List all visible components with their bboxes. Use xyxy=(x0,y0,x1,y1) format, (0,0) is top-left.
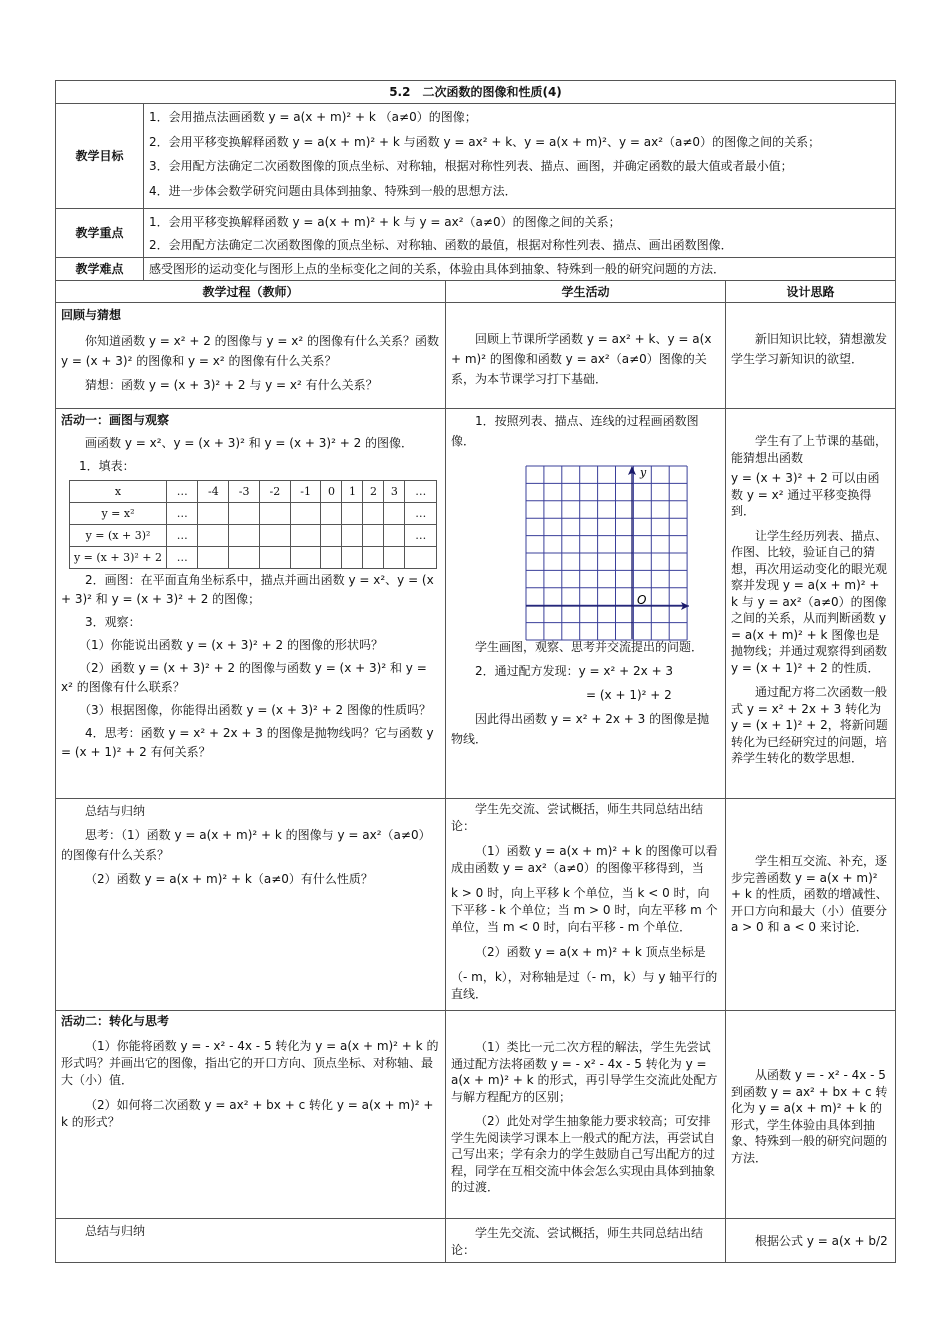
blank-cell[interactable] xyxy=(321,547,342,569)
blank-cell[interactable] xyxy=(290,503,321,525)
goal-item: 3．会用配方法确定二次函数图像的顶点坐标、对称轴，根据对称性列表、描点、画图，并确定函数的最大值或者最小值； xyxy=(149,159,793,173)
goals-list xyxy=(143,103,896,209)
blank-cell[interactable] xyxy=(321,525,342,547)
blank-cell[interactable] xyxy=(229,525,260,547)
review-student xyxy=(445,302,726,409)
goal-item: 4．进一步体会数学研究问题由具体到抽象、特殊到一般的思想方法． xyxy=(149,183,517,198)
key-point-item: 2．会用配方法确定二次函数图像的顶点坐标、对称轴、函数的最值，根据对称性列表、描点、画出函数图像． xyxy=(149,238,733,252)
paragraph: 4．思考：函数 y = x² + 2x + 3 的图像是抛物线吗？它与函数 y = (x + 1)² + 2 有何关系？ xyxy=(61,726,434,759)
summary1-teacher xyxy=(55,798,446,1011)
paragraph: （2）此处对学生抽象能力要求较高；可安排学生先阅读学习课本上一般式的配方法，再尝试自己写出来；学有余力的学生鼓励自己写出配方的过程，同学在互相交流中体会怎么实现由具体到抽象的过渡． xyxy=(451,1114,716,1194)
table-cell: … xyxy=(167,525,198,547)
activity2-heading: 活动二：转化与思考 xyxy=(61,1014,170,1028)
blank-cell[interactable] xyxy=(384,525,405,547)
blank-cell[interactable] xyxy=(342,547,363,569)
blank-cell[interactable] xyxy=(290,547,321,569)
paragraph: 1．填表： xyxy=(79,459,135,473)
fill-in-table xyxy=(69,480,437,569)
header-teacher: 教学过程（教师） xyxy=(55,280,446,303)
paragraph: 3．观察： xyxy=(85,615,141,629)
paragraph: （1）函数 y = a(x + m)² + k 的图像可以看成由函数 y = ax²（a≠0）的图像平移得到，当 xyxy=(451,844,718,875)
blank-cell[interactable] xyxy=(290,525,321,547)
paragraph: （2）函数 y = (x + 3)² + 2 的图像与函数 y = (x + 3)² 和 y = x² 的图像有什么联系？ xyxy=(61,661,427,694)
paragraph: 通过配方将二次函数一般式 y = x² + 2x + 3 转化为 y = (x + 1)² + 2，将新问题转化为已经研究过的问题，培养学生转化的数学思想． xyxy=(731,685,888,765)
blank-cell[interactable] xyxy=(363,525,384,547)
row-label: y = (x + 3)² xyxy=(70,525,167,547)
blank-cell[interactable] xyxy=(342,503,363,525)
summary1-design xyxy=(725,798,896,1011)
paragraph: 学生先交流、尝试概括，师生共同总结出结论： xyxy=(451,802,704,833)
paragraph: （1）类比一元二次方程的解法，学生先尝试通过配方法将函数 y = - x² - 4x - 5 转化为 y = a(x + m)² + k 的形式，再引导学生交流此处配方与解方程配方的区别； xyxy=(451,1040,718,1104)
paragraph: 学生画图，观察、思考并交流提出的问题． xyxy=(475,640,704,654)
paragraph: k > 0 时，向上平移 k 个单位，当 k < 0 时，向下平移 - k 个单位；当 m > 0 时，向左平移 m 个单位，当 m < 0 时，向右平移 - m 个单位． xyxy=(451,886,718,934)
paragraph: 思考：（1）函数 y = a(x + m)² + k 的图像与 y = ax²（a≠0）的图像有什么关系？ xyxy=(61,828,431,862)
paragraph: 新旧知识比较，猜想激发学生学习新知识的欲望． xyxy=(731,332,888,366)
paragraph: 回顾上节课所学函数 y = ax² + k、y = a(x + m)² 的图像和函数 y = ax²（a≠0）图像的关系，为本节课学习打下基础． xyxy=(451,332,712,386)
table-header-cell: 1 xyxy=(342,481,363,503)
paragraph: （2）函数 y = a(x + m)² + k 顶点坐标是 xyxy=(475,945,706,959)
paragraph: 学生有了上节课的基础，能猜想出函数 xyxy=(731,434,888,465)
difficulty-text: 感受图形的运动变化与图形上点的坐标变化之间的关系，体验由具体到抽象、特殊到一般的研究问题的方法． xyxy=(143,257,896,281)
table-header-cell: … xyxy=(167,481,198,503)
paragraph: 学生先交流、尝试概括，师生共同总结出结论： xyxy=(451,1226,704,1257)
table-cell: … xyxy=(405,503,437,525)
blank-cell[interactable] xyxy=(229,503,260,525)
paragraph: = (x + 1)² + 2 xyxy=(586,688,672,702)
blank-cell[interactable] xyxy=(342,525,363,547)
blank-cell[interactable] xyxy=(321,503,342,525)
activity2-design xyxy=(725,1010,896,1219)
paragraph: 根据公式 y = a(x + b/2 xyxy=(755,1234,888,1248)
paragraph: 1．按照列表、描点、连线的过程画函数图像． xyxy=(451,414,699,448)
goal-item: 2．会用平移变换解释函数 y = a(x + m)² + k 与函数 y = ax² + k、y = a(x + m)²、y = ax²（a≠0）的图像之间的关系； xyxy=(149,134,821,149)
table-row xyxy=(70,503,437,525)
table-header-cell: … xyxy=(405,481,437,503)
table-header-cell: x xyxy=(70,481,167,503)
table-cell xyxy=(405,547,437,569)
table-header-cell: -2 xyxy=(259,481,290,503)
paragraph: 猜想：函数 y = (x + 3)² + 2 与 y = x² 有什么关系？ xyxy=(85,378,378,392)
activity1-design xyxy=(725,408,896,799)
goals-label: 教学目标 xyxy=(55,103,144,209)
paragraph: 因此得出函数 y = x² + 2x + 3 的图像是抛物线． xyxy=(451,712,710,746)
origin-label: O xyxy=(637,593,647,607)
lesson-title: 5.2 二次函数的图像和性质(4) xyxy=(55,80,896,104)
summary1-student xyxy=(445,798,726,1011)
key-point-item: 1．会用平移变换解释函数 y = a(x + m)² + k 与 y = ax²（a≠0）的图像之间的关系； xyxy=(149,215,621,229)
paragraph: （2）函数 y = a(x + m)² + k（a≠0）有什么性质？ xyxy=(85,872,373,886)
coordinate-grid xyxy=(524,464,692,642)
activity2-student xyxy=(445,1010,726,1219)
table-header-cell: 3 xyxy=(384,481,405,503)
paragraph: 2．通过配方发现：y = x² + 2x + 3 xyxy=(475,664,674,678)
difficulty-label: 教学难点 xyxy=(55,257,144,281)
paragraph: 从函数 y = - x² - 4x - 5 到函数 y = ax² + bx + c 转化为 y = a(x + m)² + k 的形式，学生体验由具体到抽象、特殊到一般的研究问题的方法． xyxy=(731,1068,888,1165)
paragraph: （2）如何将二次函数 y = ax² + bx + c 转化 y = a(x + m)² + k 的形式？ xyxy=(61,1098,434,1129)
summary-heading: 总结与归纳 xyxy=(85,1224,146,1238)
table-row xyxy=(70,547,437,569)
y-axis-label: y xyxy=(640,466,647,479)
paragraph: 让学生经历列表、描点、作图、比较，验证自己的猜想，再次用运动变化的眼光观察并发现 y = a(x + m)² + k 与 y = ax²（a≠0）的图像之间的关系，从而判断函数 y = a(x + m)² + k 图像也是抛物线；并通过观察得到函数 y = (x + 1)² + 2 的性质． xyxy=(731,528,888,675)
paragraph: （1）你能说出函数 y = (x + 3)² + 2 的图像的形状吗？ xyxy=(79,638,383,652)
blank-cell[interactable] xyxy=(363,503,384,525)
blank-cell[interactable] xyxy=(198,503,229,525)
review-teacher xyxy=(55,302,446,409)
table-cell: … xyxy=(167,503,198,525)
table-header-cell: -4 xyxy=(198,481,229,503)
table-header-cell: 0 xyxy=(321,481,342,503)
paragraph: （- m，k），对称轴是过（- m，k）与 y 轴平行的直线． xyxy=(451,970,718,1001)
summary2-teacher xyxy=(55,1218,446,1263)
table-cell: … xyxy=(405,525,437,547)
blank-cell[interactable] xyxy=(259,525,290,547)
paragraph: 画函数 y = x²、y = (x + 3)² 和 y = (x + 3)² + 2 的图像． xyxy=(85,436,414,450)
row-label: y = x² xyxy=(70,503,167,525)
activity1-heading: 活动一：画图与观察 xyxy=(61,413,170,427)
paragraph: （3）根据图像，你能得出函数 y = (x + 3)² + 2 图像的性质吗？ xyxy=(79,703,431,717)
table-row xyxy=(70,525,437,547)
activity1-student-bottom xyxy=(451,637,720,753)
blank-cell[interactable] xyxy=(363,547,384,569)
blank-cell[interactable] xyxy=(198,525,229,547)
review-design xyxy=(725,302,896,409)
summary-heading: 总结与归纳 xyxy=(85,804,146,818)
blank-cell[interactable] xyxy=(384,503,405,525)
summary2-design xyxy=(725,1218,896,1263)
blank-cell[interactable] xyxy=(259,547,290,569)
paragraph: 2．画图：在平面直角坐标系中，描点并画出函数 y = x²、y = (x + 3)² 和 y = (x + 3)² + 2 的图像； xyxy=(61,573,434,606)
key-points-list xyxy=(143,208,896,258)
goal-item: 1．会用描点法画函数 y = a(x + m)² + k （a≠0）的图像； xyxy=(149,110,477,124)
blank-cell[interactable] xyxy=(198,547,229,569)
review-heading: 回顾与猜想 xyxy=(61,308,122,322)
blank-cell[interactable] xyxy=(259,503,290,525)
activity1-teacher xyxy=(55,408,446,799)
table-header-cell: -3 xyxy=(229,481,260,503)
row-label: y = (x + 3)² + 2 xyxy=(70,547,167,569)
activity2-teacher xyxy=(55,1010,446,1219)
header-design: 设计思路 xyxy=(725,280,896,303)
paragraph: 你知道函数 y = x² + 2 的图像与 y = x² 的图像有什么关系？函数 y = (x + 3)² 的图像和 y = x² 的图像有什么关系？ xyxy=(61,334,439,368)
table-header-cell: -1 xyxy=(290,481,321,503)
blank-cell[interactable] xyxy=(384,547,405,569)
table-header-cell: 2 xyxy=(363,481,384,503)
activity1-student xyxy=(445,408,726,799)
table-cell: … xyxy=(167,547,198,569)
paragraph: y = (x + 3)² + 2 可以由函数 y = x² 通过平移变换得到． xyxy=(731,471,880,518)
summary2-student xyxy=(445,1218,726,1263)
paragraph: （1）你能将函数 y = - x² - 4x - 5 转化为 y = a(x + m)² + k 的形式吗？并画出它的图像，指出它的开口方向、顶点坐标、对称轴、最大（小）值． xyxy=(61,1039,439,1087)
paragraph: 学生相互交流、补充，逐步完善函数 y = a(x + m)² + k 的性质，函数的增减性、开口方向和最大（小）值要分 a > 0 和 a < 0 来讨论． xyxy=(731,854,888,934)
key-points-label: 教学重点 xyxy=(55,208,144,258)
header-student: 学生活动 xyxy=(445,280,726,303)
blank-cell[interactable] xyxy=(229,547,260,569)
